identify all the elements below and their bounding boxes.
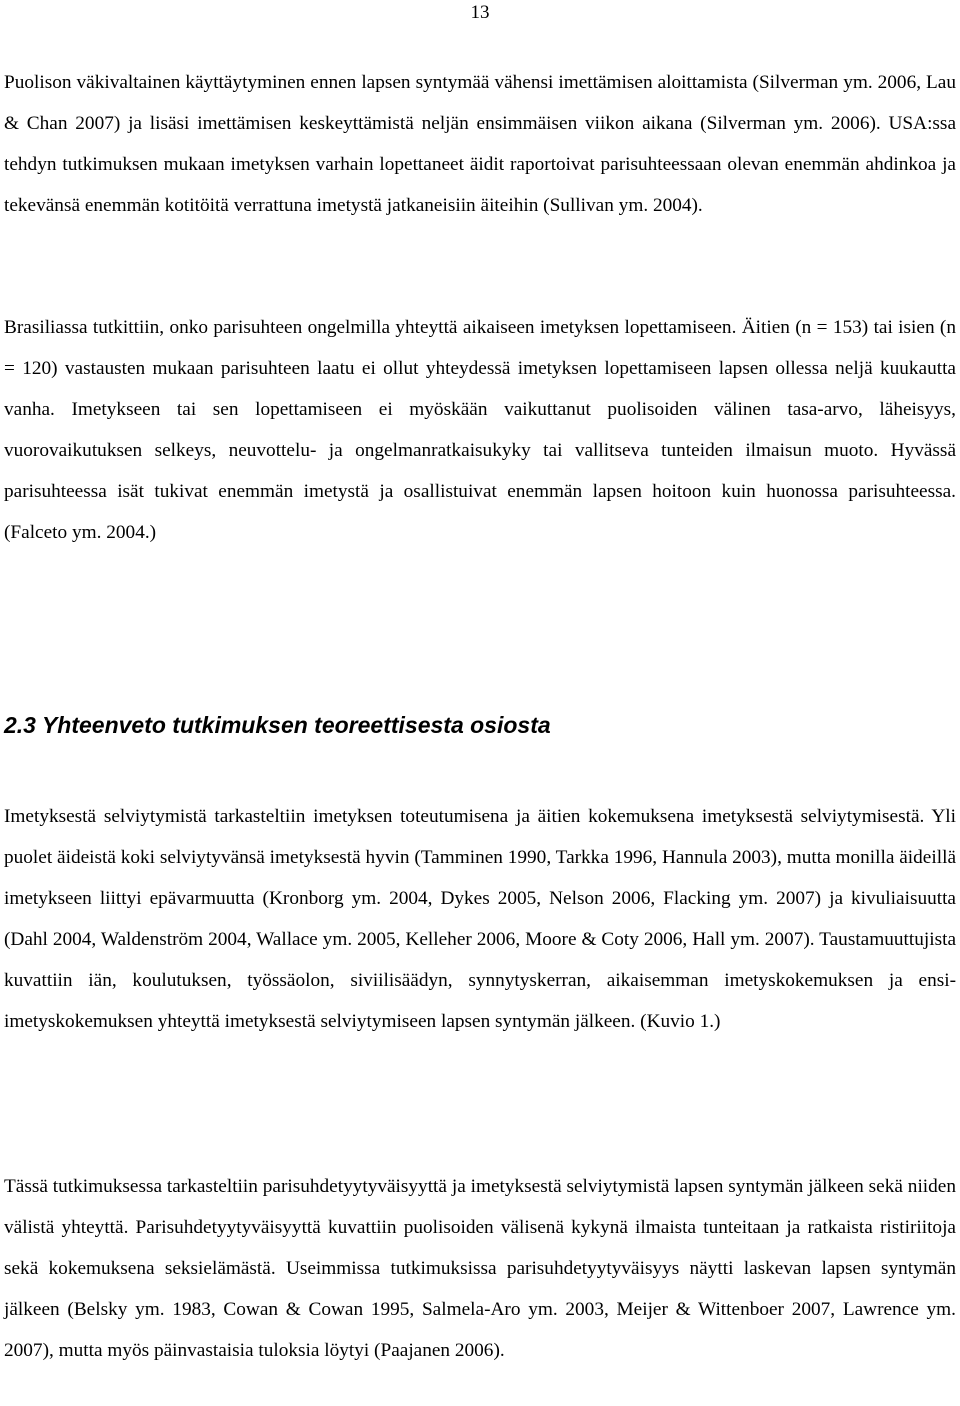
page-number: 13: [470, 2, 490, 23]
body-paragraph-1: Puolison väkivaltainen käyttäytyminen ennen lapsen syntymää vähensi imettämisen aloittamista (Silverman ym. 2006, Lau & Chan 2007) ja lisäsi imettämisen keskeyttämistä neljän ensimmäisen viikon aikana (Silverman ym. 2006). USA:ssa tehdyn tutkimuksen mukaan imetyksen varhain lopettaneet äidit raportoivat parisuhteessaan olevan enemmän ahdinkoa ja tekevänsä enemmän kotitöitä verrattuna imetystä jatkaneisiin äiteihin (Sullivan ym. 2004).: [4, 72, 956, 216]
body-paragraph-3: Imetyksestä selviytymistä tarkasteltiin imetyksen toteutumisena ja äitien kokemuksena imetyksestä selviytymisestä. Yli puolet äideistä koki selviytyvänsä imetyksestä hyvin (Tamminen 1990, Tarkka 1996, Hannula 2003), mutta monilla äideillä imetykseen liittyi epävarmuutta (Kronborg ym. 2004, Dykes 2005, Nelson 2006, Flacking ym. 2007) ja kivuliaisuutta (Dahl 2004, Waldenström 2004, Wallace ym. 2005, Kelleher 2006, Moore & Coty 2006, Hall ym. 2007). Taustamuuttujista kuvattiin iän, koulutuksen, työssäolon, siviilisäädyn, synnytyskerran, aikaisemman imetyskokemuksen ja ensi-imetyskokemuksen yhteyttä imetyksestä selviytymiseen lapsen syntymän jälkeen. (Kuvio 1.): [4, 806, 956, 1032]
body-paragraph-4: Tässä tutkimuksessa tarkasteltiin parisuhdetyytyväisyyttä ja imetyksestä selviytymistä lapsen syntymän jälkeen sekä niiden välistä yhteyttä. Parisuhdetyytyväisyyttä kuvattiin puolisoiden välisenä kykynä ilmaista tunteitaan ja ratkaista ristiriitoja sekä kokemuksena seksielämästä. Useimmissa tutkimuksissa parisuhdetyytyväisyys näytti laskevan lapsen syntymän jälkeen (Belsky ym. 1983, Cowan & Cowan 1995, Salmela-Aro ym. 2003, Meijer & Wittenboer 2007, Lawrence ym. 2007), mutta myös päinvastaisia tuloksia löytyi (Paajanen 2006).: [4, 1176, 956, 1361]
body-paragraph-2: Brasiliassa tutkittiin, onko parisuhteen ongelmilla yhteyttä aikaiseen imetyksen lopettamiseen. Äitien (n = 153) tai isien (n = 120) vastausten mukaan parisuhteen laatu ei ollut yhteydessä imetyksen lopettamiseen lapsen ollessa neljä kuukautta vanha. Imetykseen tai sen lopettamiseen ei myöskään vaikuttanut puolisoiden välinen tasa-arvo, läheisyys, vuorovaikutuksen selkeys, neuvottelu- ja ongelmanratkaisukyky tai vallitseva tunteiden ilmaisun muoto. Hyvässä parisuhteessa isät tukivat enemmän imetystä ja osallistuivat enemmän lapsen hoitoon kuin huonossa parisuhteessa. (Falceto ym. 2004.): [4, 317, 956, 543]
section-heading: 2.3 Yhteenveto tutkimuksen teoreettisesta osiosta: [4, 712, 551, 738]
